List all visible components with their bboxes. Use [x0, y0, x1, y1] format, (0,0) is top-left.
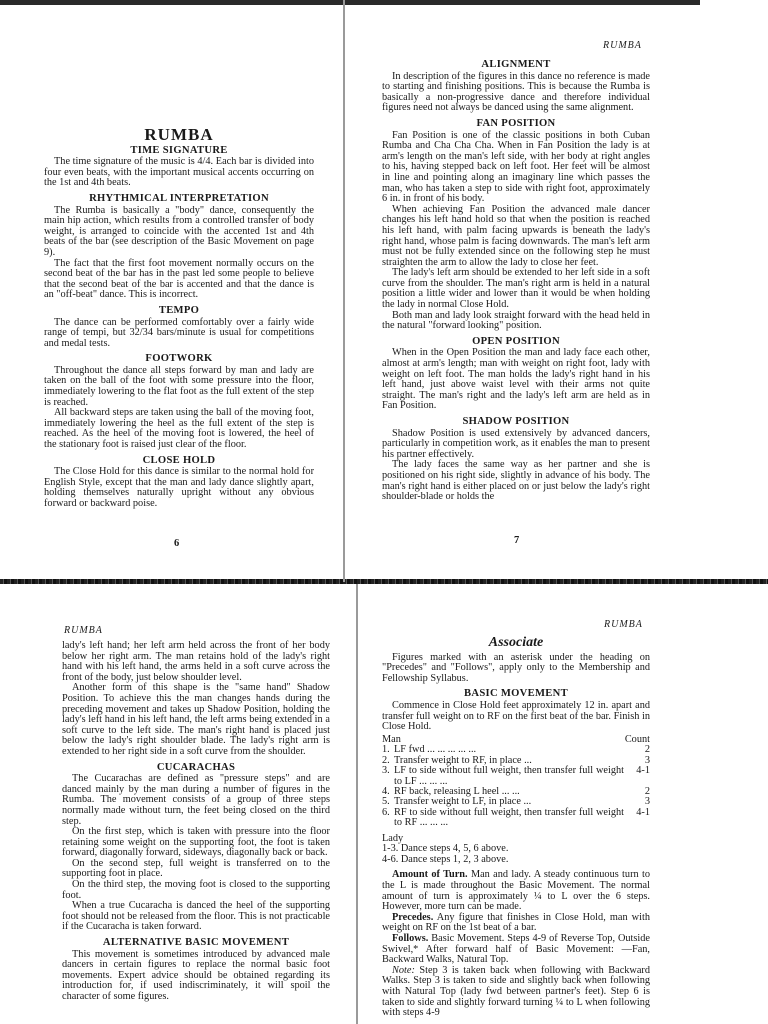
follows-text: Basic Movement. Steps 4-9 of Reverse Top, Outside Swivel,* After forward half of Basic Movement: —Fan, Backward Walks, Natural Top. — [382, 932, 651, 966]
heading-alternative-basic: ALTERNATIVE BASIC MOVEMENT — [102, 937, 290, 949]
heading-fan-position: FAN POSITION — [476, 117, 556, 129]
running-head: RUMBA — [603, 40, 642, 51]
heading-footwork: FOOTWORK — [145, 353, 213, 365]
page-6-column — [44, 125, 314, 510]
heading-shadow-position: SHADOW POSITION — [462, 416, 570, 427]
step-row — [382, 808, 650, 829]
step-number: 5. — [382, 796, 390, 808]
running-head: RUMBA — [604, 619, 643, 630]
running-head: RUMBA — [64, 625, 103, 636]
heading-tempo: TEMPO — [158, 304, 200, 316]
heading-alignment: ALIGNMENT — [481, 59, 551, 70]
paragraph: Fan Position is one of the classic positions in both Cuban Rumba and Cha Cha Cha. When in Fan Position the lady is at arm's length on the man's left side, with her body at right angles to his, having stepped back on left foot. Her feet will be almost in line and pointing along an imaginary line which passes the man, who has taken a step to side with right foot, approximately 6 in. in front of his body. — [382, 129, 650, 205]
heading-rhythmical: RHYTHMICAL INTERPRETATION — [89, 192, 269, 204]
lady-step: 4-6. Dance steps 1, 2, 3 above. — [382, 853, 509, 865]
paragraph: All backward steps are taken using the ball of the moving foot, immediately lowering the heel as the full extent of the step is reached. As the heel of the moving foot is lowered, the heel of the stationary foot is raised just clear of the floor. — [44, 407, 314, 451]
paragraph: Shadow Position is used extensively by advanced dancers, particularly in competition work, as it enables the man to present his partner effectively. — [382, 427, 650, 460]
paragraph: The dance can be performed comfortably over a fairly wide range of tempi, but 32/34 bars/minute is usual for competitions and medal tests. — [44, 316, 314, 349]
count-label: Count — [624, 733, 650, 745]
page-9-column — [382, 635, 651, 1019]
paragraph: In description of the figures in this dance no reference is made to starting and finishing positions. This is because the Rumba is basically a non-progressive dance and therefore individual figures need not always be danced using the same alignment. — [382, 70, 650, 114]
lady-steps — [382, 834, 650, 866]
step-number: 2. — [382, 754, 390, 766]
turn-text: Man and lady. A steady continuous turn to the L is made throughout the Basic Movement. The normal amount of turn is approximately ¼ to L over the 6 steps. However, more turn can be made. — [382, 869, 650, 913]
paragraph: Commence in Close Hold feet approximately 12 in. apart and transfer full weight on to RF on the first beat of the bar. Finish in Close Hold. — [382, 699, 650, 733]
section-title-associate: Associate — [488, 635, 544, 650]
note-text: Step 3 is taken back when following with Backward Walks. Step 3 is taken to side and slightly back when following with Natural Top (lady fwd between partner's feet). Step 6 is taken to side and slightly forward turning ¼ to L when following with steps 4-9 — [382, 964, 651, 1019]
step-number: 1. — [382, 744, 390, 756]
precedes-label: Precedes. — [392, 911, 434, 923]
man-label: Man — [382, 733, 401, 745]
follows-label: Follows. — [392, 932, 429, 944]
paragraph: Figures marked with an asterisk under the heading on "Precedes" and "Follows", apply only to the Membership and Fellowship Syllabus. — [382, 651, 650, 684]
page-8-column — [62, 641, 330, 1003]
page-title: RUMBA — [144, 125, 214, 144]
heading-time-signature: TIME SIGNATURE — [130, 144, 228, 156]
paragraph-note — [382, 966, 650, 1019]
step-row — [382, 766, 650, 787]
heading-close-hold: CLOSE HOLD — [142, 454, 216, 466]
paragraph: This movement is sometimes introduced by advanced male dancers in certain figures to replace the normal basic foot movements. Expert advice should be obtained regarding its introduction for, if used indiscriminately, it will spoil the character of some figures. — [62, 948, 330, 1002]
heading-basic-movement: BASIC MOVEMENT — [464, 688, 568, 700]
paragraph-turn — [382, 870, 650, 912]
step-count: 4-1 — [636, 806, 650, 818]
paragraph: On the third step, the moving foot is closed to the supporting foot. — [62, 879, 330, 901]
paragraph: Another form of this shape is the "same hand" Shadow Position. To achieve this the man changes hands during the preceding movement and takes up Shadow Position, holding the lady's left hand in his left hand, the left arms being extended in a soft curve to the left side. The man's right hand is placed just below the lady's right shoulder blade. The lady's right arm is extended to her right side in a soft curve from the shoulder. — [62, 682, 330, 757]
step-description: RF back, releasing L heel ... ... — [394, 785, 520, 797]
step-count: 3 — [644, 754, 650, 766]
paragraph: When achieving Fan Position the advanced male dancer changes his left hand hold so that when the position is reached his left hand, with palm facing upwards is beneath the lady's right hand, whose palm is facing downwards. The man's left arm must not be fully extended since on the following step he must straighten the arm to allow the lady to close her feet. — [382, 203, 650, 268]
step-description: LF to side without full weight, then transfer full weight to LF ... ... ... — [394, 765, 624, 787]
step-number: 6. — [382, 806, 390, 818]
paragraph: The Rumba is basically a "body" dance, consequently the main hip action, which results from a controlled transfer of body weight, is arranged to coincide with the accented 1st and 4th beats of the bar (see description of the Basic Movement on page 9). — [44, 204, 314, 258]
step-description: LF fwd ... ... ... ... ... — [394, 744, 477, 756]
page-7-column — [382, 55, 650, 503]
page-number: 7 — [514, 535, 520, 546]
step-count: 4-1 — [636, 765, 650, 777]
step-count: 3 — [644, 796, 650, 808]
step-count: 2 — [644, 744, 650, 756]
paragraph: The Cucarachas are defined as "pressure steps" and are danced mainly by the man during a number of figures in the Rumba. The movement consists of a group of three steps normally made without turn, the feet being closed on the third step. — [62, 773, 330, 827]
step-number: 3. — [382, 765, 390, 777]
heading-open-position: OPEN POSITION — [472, 335, 560, 347]
paragraph: Both man and lady look straight forward with the head held in the natural "forward looking" position. — [382, 309, 650, 332]
heading-cucarachas: CUCARACHAS — [156, 761, 236, 773]
book-spine-top — [343, 0, 345, 582]
paragraph: On the first step, which is taken with pressure into the floor retaining some weight on the supporting foot, the foot is taken forward, diagonally forward, sideways, diagonally back or back. — [62, 826, 330, 859]
step-table — [382, 745, 650, 828]
page-number: 6 — [174, 538, 180, 549]
precedes-text: Any figure that finishes in Close Hold, man with weight on RF on the 1st beat of a bar. — [382, 911, 650, 934]
book-spine-bottom — [356, 584, 358, 1024]
paragraph: The Close Hold for this dance is similar to the normal hold for English Style, except that the man and lady dance slightly apart, holding themselves naturally upright without any obvious forward or backward poise. — [44, 466, 314, 509]
lady-step: 1-3. Dance steps 4, 5, 6 above. — [382, 843, 509, 855]
step-description: Transfer weight to RF, in place ... — [394, 754, 532, 766]
step-number: 4. — [382, 785, 390, 797]
lady-label: Lady — [382, 832, 404, 844]
step-count: 2 — [644, 785, 650, 797]
paragraph: When a true Cucaracha is danced the heel of the supporting foot should not be released from the floor. This is not practicable if the Cucaracha is taken forward. — [62, 900, 330, 933]
paragraph: The lady faces the same way as her partner and she is positioned on his right side, slightly in advance of his body. The man's right hand is either placed on or just below the lady's right shoulder-blade or holds the — [382, 459, 650, 503]
scan-edge-top — [0, 0, 700, 5]
paragraph-precedes — [382, 913, 650, 934]
step-description: Transfer weight to LF, in place ... — [394, 796, 532, 808]
paragraph: The fact that the first foot movement normally occurs on the second beat of the bar has in the past led some people to believe that the second beat of the bar is accented and that the dance is an "off-beat" dance. This is incorrect. — [44, 257, 314, 301]
turn-label: Amount of Turn. — [392, 869, 468, 881]
paragraph: The time signature of the music is 4/4. Each bar is divided into four even beats, with the important musical accents occurring on the 1st and 4th beats. — [44, 156, 314, 189]
paragraph: The lady's left arm should be extended to her left side in a soft curve from the shoulder. The man's right arm is held in a natural position a little wider and lower than it would be when holding the lady in normal Close Hold. — [382, 267, 650, 311]
step-description: RF to side without full weight, then transfer full weight to RF ... ... ... — [394, 806, 624, 829]
paragraph: lady's left hand; her left arm held across the front of her body below her right arm. The man retains hold of the lady's right hand with his left hand, the arms held in a soft curve across the front of the body, just below shoulder level. — [62, 640, 330, 683]
paragraph: When in the Open Position the man and lady face each other, almost at arm's length; man with weight on right foot, lady with weight on left foot. The man holds the lady's right hand in his left hand, just above waist level with their arms not quite straight. The man's right and the lady's left arm are held as in Fan Position. — [382, 347, 650, 412]
scan-edge-middle — [0, 579, 768, 584]
paragraph: On the second step, full weight is transferred on to the supporting foot in place. — [62, 857, 330, 880]
note-label: Note: — [392, 964, 415, 976]
paragraph-follows — [382, 934, 650, 966]
paragraph: Throughout the dance all steps forward by man and lady are taken on the ball of the foot with some pressure into the floor, immediately lowering to the flat foot as the full extent of the step is reached. — [44, 364, 314, 408]
